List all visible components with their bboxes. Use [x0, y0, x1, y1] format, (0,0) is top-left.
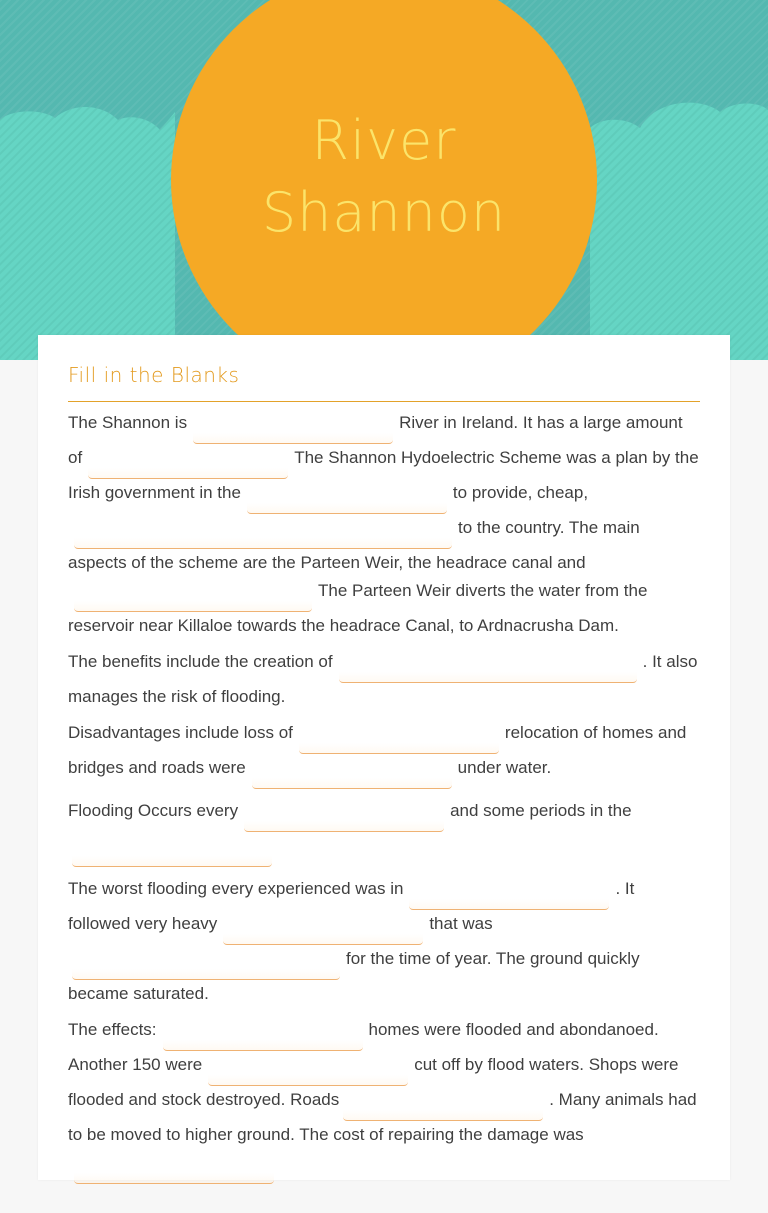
blank-input-12[interactable] — [223, 919, 423, 945]
paragraph-intro — [68, 409, 700, 640]
page-title — [171, 105, 597, 249]
blank-input-7[interactable] — [299, 728, 499, 754]
blank-input-6[interactable] — [339, 657, 637, 683]
text-segment: relocation of homes and bridges and roads were — [68, 723, 687, 777]
text-segment: Flooding Occurs every — [68, 801, 239, 820]
blank-input-9[interactable] — [244, 806, 444, 832]
blank-input-14[interactable] — [163, 1025, 363, 1051]
blank-input-13[interactable] — [72, 954, 340, 980]
text-segment: to provide, cheap, — [452, 483, 589, 502]
header-banner — [0, 0, 768, 360]
text-segment: that was — [429, 914, 493, 933]
text-segment: . It followed very heavy — [68, 879, 635, 933]
blank-input-11[interactable] — [409, 884, 609, 910]
text-segment: to the country. The main aspects of the scheme are the Parteen Weir, the headrace canal and — [68, 518, 640, 572]
text-segment: for the time of year. The ground quickly became saturated. — [68, 949, 640, 1003]
title-line-1: River — [311, 109, 457, 172]
text-segment: The effects: — [68, 1020, 157, 1039]
title-line-2: Shannon — [261, 181, 507, 244]
text-segment: The Shannon Hydoelectric Scheme was a plan by the Irish government in the — [68, 448, 699, 502]
text-segment: Disadvantages include loss of — [68, 723, 293, 742]
text-segment: River in Ireland. It has a large amount of — [68, 413, 683, 467]
blank-input-17[interactable] — [74, 1158, 274, 1184]
text-segment: . Many animals had to be moved to higher ground. The cost of repairing the damage was — [68, 1090, 697, 1144]
worksheet-card — [38, 335, 730, 1180]
text-segment: . It also manages the risk of flooding. — [68, 652, 698, 706]
paragraph-worst-flooding — [68, 875, 700, 1008]
section-title: Fill in the Blanks — [68, 363, 240, 387]
paragraph-effects — [68, 1016, 700, 1184]
blank-input-15[interactable] — [208, 1060, 408, 1086]
worksheet-content — [68, 409, 700, 1192]
paragraph-flooding — [68, 797, 700, 867]
blank-input-10[interactable] — [72, 841, 272, 867]
section-divider — [68, 401, 700, 402]
blank-input-5[interactable] — [74, 586, 312, 612]
text-segment: The Parteen Weir diverts the water from the reservoir near Killaloe towards the headrace Canal, to Ardnacrusha Dam. — [68, 581, 648, 635]
blank-input-2[interactable] — [88, 453, 288, 479]
text-segment: The worst flooding every experienced was in — [68, 879, 404, 898]
blank-input-1[interactable] — [193, 418, 393, 444]
text-segment: The benefits include the creation of — [68, 652, 333, 671]
blank-input-16[interactable] — [343, 1095, 543, 1121]
text-segment: homes were flooded and abondanoed. Another 150 were — [68, 1020, 659, 1074]
paragraph-disadvantages — [68, 719, 700, 789]
text-segment: and some periods in the — [450, 801, 632, 820]
blank-input-3[interactable] — [247, 488, 447, 514]
blank-input-8[interactable] — [252, 763, 452, 789]
text-segment: The Shannon is — [68, 413, 188, 432]
text-segment: under water. — [457, 758, 552, 777]
blank-input-4[interactable] — [74, 523, 452, 549]
paragraph-benefits — [68, 648, 700, 711]
text-segment: cut off by flood waters. Shops were flooded and stock destroyed. Roads — [68, 1055, 679, 1109]
